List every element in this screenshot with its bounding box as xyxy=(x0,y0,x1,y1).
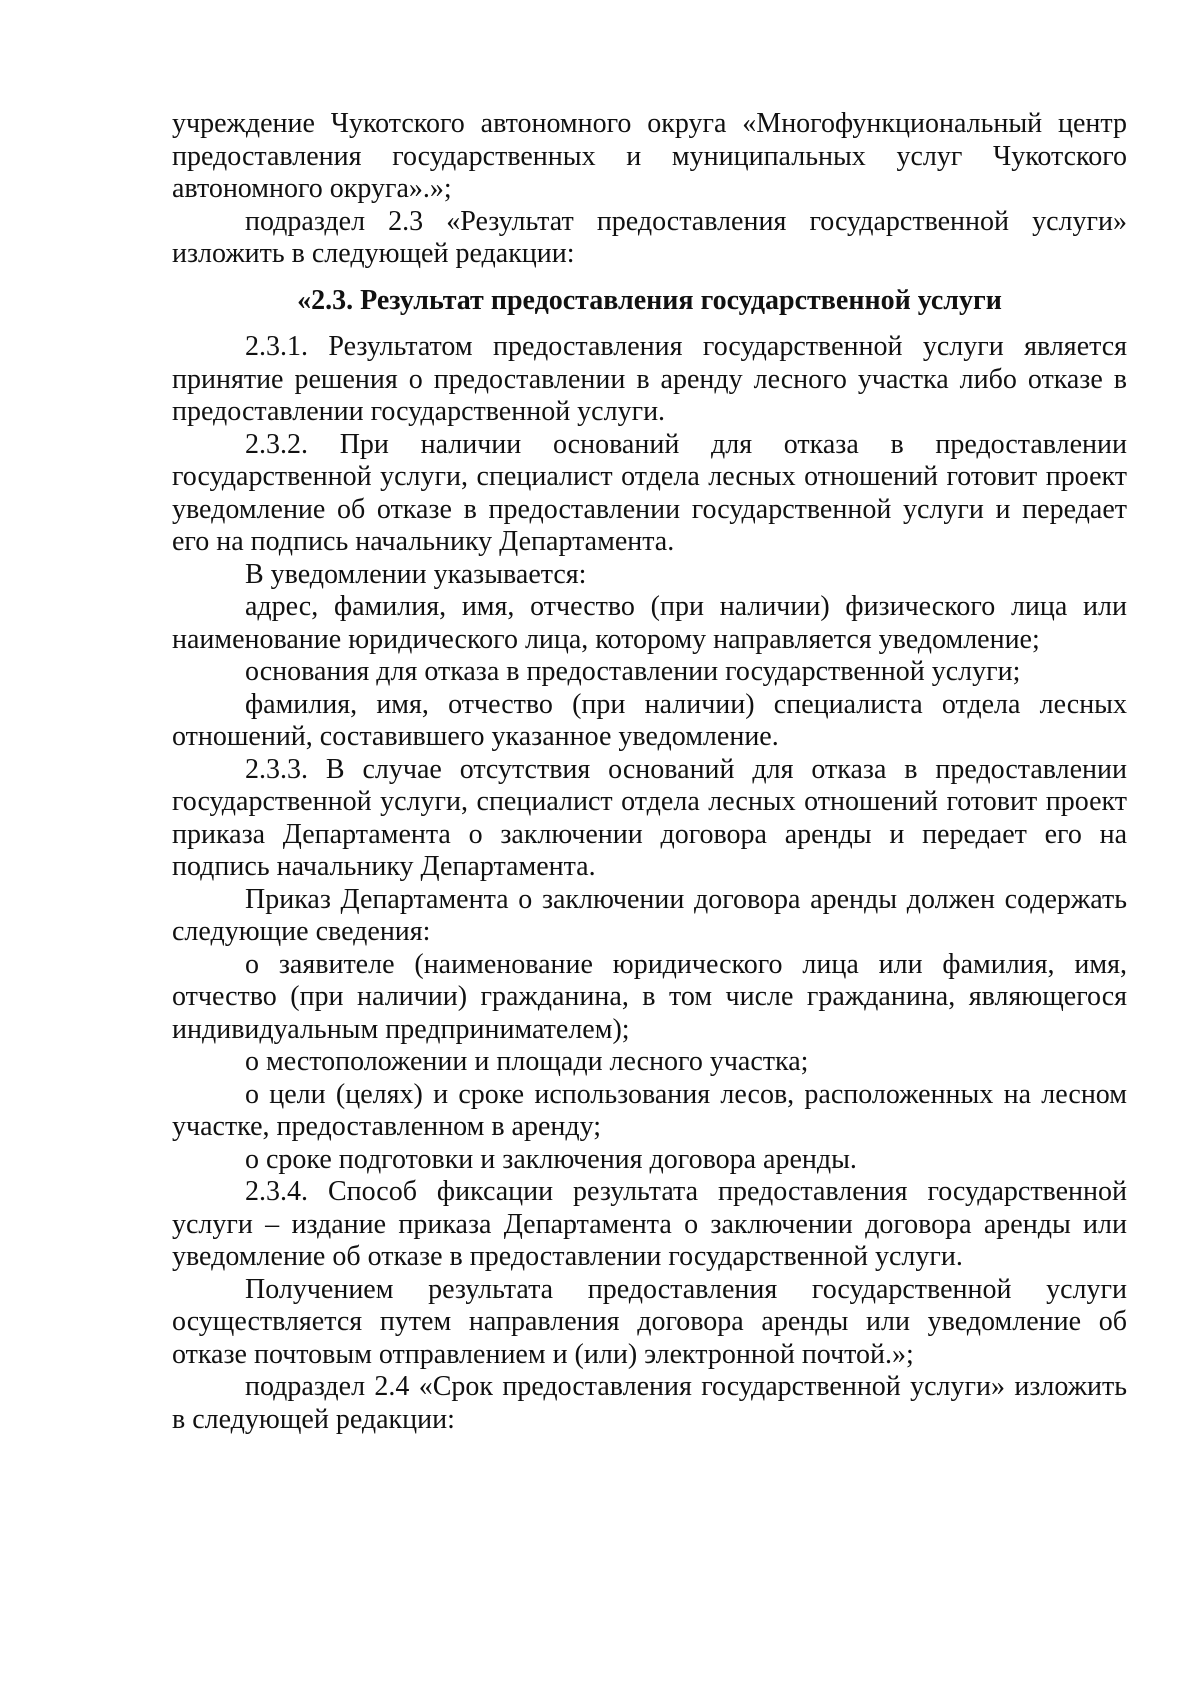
paragraph-order-purpose: о цели (целях) и сроке использования лесов, расположенных на лесном участке, предоставленном в аренду; xyxy=(172,1078,1127,1142)
paragraph-order-contents: Приказ Департамента о заключении договора аренды должен содержать следующие сведения: xyxy=(172,883,1127,947)
paragraph-order-location: о местоположении и площади лесного участка; xyxy=(245,1046,809,1077)
paragraph-2-3-2: 2.3.2. При наличии оснований для отказа в предоставлении государственной услуги, специалист отдела лесных отношений готовит проект уведомление об отказе в предоставлении государственной услуги и передает его на подпись начальнику Департамента. xyxy=(172,428,1127,557)
paragraph-2-3-4: 2.3.4. Способ фиксации результата предоставления государственной услуги – издание приказа Департамента о заключении договора аренды или уведомление об отказе в предоставлении государственной услуги. xyxy=(172,1176,1127,1272)
paragraph-order-term: о сроке подготовки и заключения договора аренды. xyxy=(245,1143,857,1175)
section-heading: «2.3. Результат предоставления государственной услуги xyxy=(297,284,1002,316)
paragraph-2-3-3: 2.3.3. В случае отсутствия оснований для отказа в предоставлении государственной услуги, специалист отдела лесных отношений готовит проект приказа Департамента о заключении договора аренды и передает его на подпись начальнику Департамента. xyxy=(172,753,1127,882)
paragraph-notice-address: адрес, фамилия, имя, отчество (при наличии) физического лица или наименование юридического лица, которому направляется уведомление; xyxy=(172,591,1127,655)
paragraph-order-applicant: о заявителе (наименование юридического лица или фамилия, имя, отчество (при наличии) гражданина, в том числе гражданина, являющегося индивидуальным предпринимателем); xyxy=(172,948,1127,1045)
paragraph-subsection-2-3-instruction: подраздел 2.3 «Результат предоставления государственной услуги» изложить в следующей редакции: xyxy=(172,205,1127,269)
paragraph-result-delivery: Получением результата предоставления государственной услуги осуществляется путем направления договора аренды или уведомление об отказе почтовым отправлением и (или) электронной почтой.»; xyxy=(172,1273,1127,1370)
paragraph-subsection-2-4-instruction: подраздел 2.4 «Срок предоставления государственной услуги» изложить в следующей редакции: xyxy=(172,1371,1127,1435)
document-page xyxy=(172,108,1127,1436)
paragraph-intro: учреждение Чукотского автономного округа «Многофункциональный центр предоставления государственных и муниципальных услуг Чукотского автономного округа».»; xyxy=(172,108,1127,204)
paragraph-notice-specialist: фамилия, имя, отчество (при наличии) специалиста отдела лесных отношений, составившего указанное уведомление. xyxy=(172,688,1127,752)
paragraph-2-3-1: 2.3.1. Результатом предоставления государственной услуги является принятие решения о предоставлении в аренду лесного участка либо отказе в предоставлении государственной услуги. xyxy=(172,331,1127,427)
paragraph-notice-grounds: основания для отказа в предоставлении государственной услуги; xyxy=(245,656,1021,687)
paragraph-notice-contents: В уведомлении указывается: xyxy=(245,558,587,590)
